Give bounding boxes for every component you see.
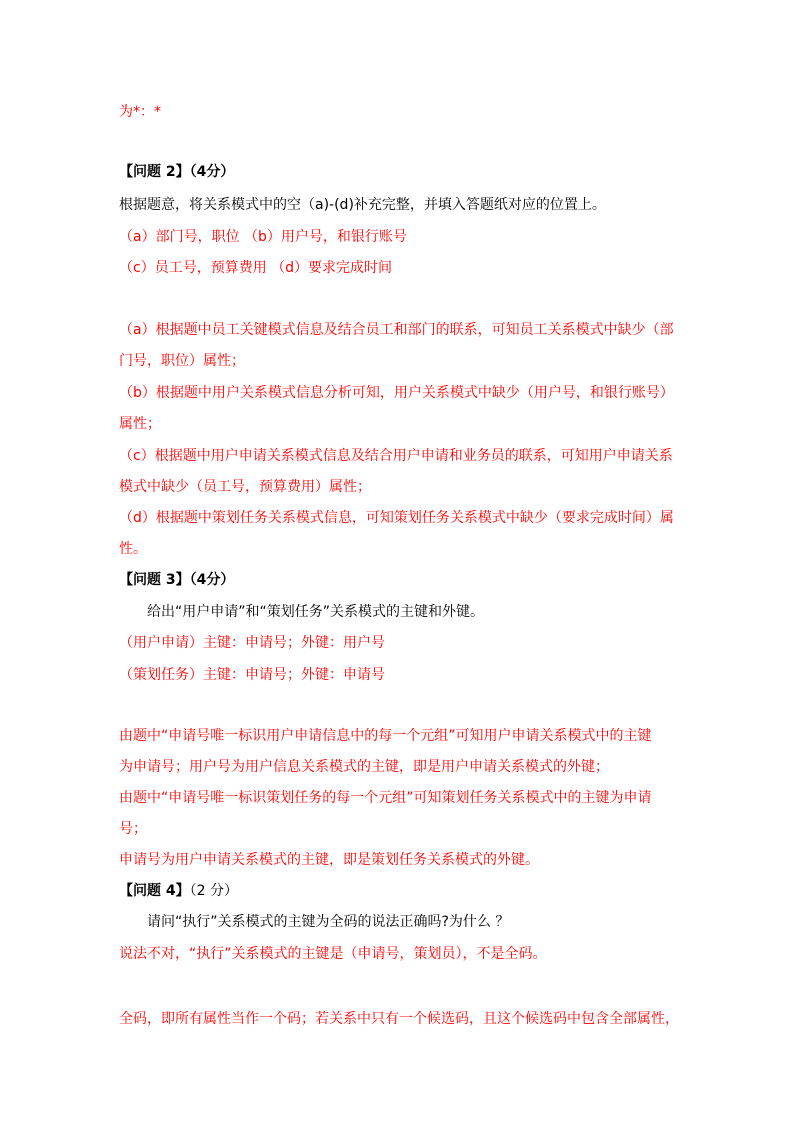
q2-explanation-line: 属性；: [119, 416, 161, 432]
q2-explanation-line: （b）根据题中用户关系模式信息分析可知，用户关系模式中缺少（用户号，和银行账号）: [119, 385, 674, 401]
q3-answer-2: （策划任务）主键：申请号；外键：申请号: [119, 667, 385, 683]
q3-prompt: 给出“用户申请”和“策划任务”关系模式的主键和外键。: [147, 604, 485, 620]
q2-answer-1: （a）部门号，职位 （b）用户号，和银行账号: [119, 229, 407, 245]
q4-heading-label: 【问题 4】: [119, 883, 190, 899]
q2-explanation-line: 门号，职位）属性；: [119, 353, 245, 369]
q2-heading: [119, 163, 234, 181]
q2-answer-2: （c）员工号，预算费用 （d）要求完成时间: [119, 260, 393, 276]
q3-heading-score: （4分）: [189, 572, 235, 588]
q2-explanation-line: 性。: [119, 541, 147, 557]
q2-explanation-line: （c）根据题中用户申请关系模式信息及结合用户申请和业务员的联系，可知用户申请关系: [119, 448, 673, 464]
q4-answer: 说法不对，“执行”关系模式的主键是（申请号，策划员），不是全码。: [119, 946, 547, 962]
q3-explanation-line: 申请号为用户申请关系模式的主键，即是策划任务关系模式的外键。: [119, 852, 539, 868]
q4-prompt: 请问“执行”关系模式的主键为全码的说法正确吗?为什么 ？: [147, 914, 510, 930]
q2-explanation-line: 模式中缺少（员工号，预算费用）属性；: [119, 479, 371, 495]
q2-heading-label: 【问题 2】: [119, 164, 190, 180]
q3-heading: [119, 571, 234, 589]
continuation-text: 为*：*: [119, 104, 161, 120]
q4-heading-score: （2 分）: [189, 883, 238, 899]
q3-explanation-line: 由题中“申请号唯一标识策划任务的每一个元组”可知策划任务关系模式中的主键为申请: [119, 790, 652, 806]
q2-prompt: 根据题意，将关系模式中的空（a)-(d)补充完整，并填入答题纸对应的位置上。: [119, 197, 606, 213]
q2-explanation-line: （d）根据题中策划任务关系模式信息，可知策划任务关系模式中缺少（要求完成时间）属: [119, 510, 674, 526]
q2-heading-score: （4分）: [189, 164, 235, 180]
q2-explanation-line: （a）根据题中员工关键模式信息及结合员工和部门的联系，可知员工关系模式中缺少（部: [119, 322, 674, 338]
q4-heading: [119, 882, 238, 900]
q3-explanation-line: 号；: [119, 821, 147, 837]
q3-explanation-line: 由题中“申请号唯一标识用户申请信息中的每一个元组”可知用户申请关系模式中的主键: [119, 728, 652, 744]
q3-heading-label: 【问题 3】: [119, 572, 190, 588]
q4-explanation-line: 全码，即所有属性当作一个码；若关系中只有一个候选码，且这个候选码中包含全部属性，: [119, 1011, 679, 1027]
q3-explanation-line: 为申请号；用户号为用户信息关系模式的主键，即是用户申请关系模式的外键；: [119, 759, 609, 775]
q3-answer-1: （用户申请）主键：申请号；外键：用户号: [119, 635, 385, 651]
